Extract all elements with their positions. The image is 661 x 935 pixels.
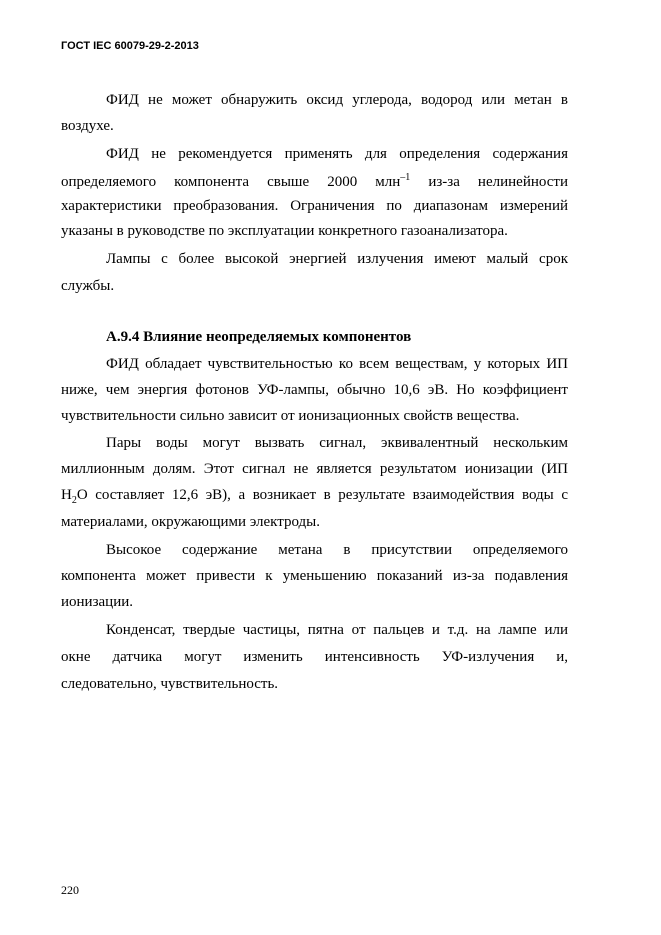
document-header: ГОСТ IEC 60079-29-2-2013 (61, 40, 199, 52)
text-line: ФИД не рекомендуется применять для определения содержания (106, 146, 568, 162)
text-span: определяемого компонента свыше 2000 млн (61, 174, 401, 190)
text-span: O составляет 12,6 эВ), а возникает в результате взаимодействия воды с (76, 487, 568, 503)
text-line: Высокое содержание метана в присутствии определяемого (106, 542, 568, 558)
text-line: службы. (61, 278, 115, 294)
page-number: 220 (61, 883, 79, 897)
text-span: H (61, 487, 72, 503)
text-line: характеристики преобразования. Ограничения по диапазонам измерений (61, 198, 568, 214)
text-line-with-superscript (61, 172, 568, 191)
text-line: ионизации. (61, 594, 133, 610)
text-line: окне датчика могут изменить интенсивность УФ-излучения и, (61, 649, 568, 665)
text-line: чувствительности сильно зависит от ионизационных свойств вещества. (61, 408, 520, 424)
text-line: Лампы с более высокой энергией излучения имеют малый срок (106, 251, 568, 267)
text-line-with-subscript (61, 487, 568, 506)
text-line: ФИД обладает чувствительностью ко всем веществам, у которых ИП (106, 356, 568, 372)
text-line: материалами, окружающими электроды. (61, 514, 320, 530)
text-line: миллионным долям. Этот сигнал не является результатом ионизации (ИП (61, 461, 568, 477)
text-line: Пары воды могут вызвать сигнал, эквивалентный нескольким (106, 435, 568, 451)
text-line: следовательно, чувствительность. (61, 676, 279, 692)
superscript: –1 (400, 172, 411, 183)
text-line: воздухе. (61, 118, 114, 134)
text-line: ниже, чем энергия фотонов УФ-лампы, обычно 10,6 эВ. Но коэффициент (61, 382, 568, 398)
text-span: из-за нелинейности (410, 174, 568, 190)
text-line: указаны в руководстве по эксплуатации конкретного газоанализатора. (61, 223, 508, 239)
text-line: Конденсат, твердые частицы, пятна от пальцев и т.д. на лампе или (106, 622, 568, 638)
text-line: компонента может привести к уменьшению показаний из-за подавления (61, 568, 568, 584)
section-heading: А.9.4 Влияние неопределяемых компонентов (106, 329, 412, 345)
text-line: ФИД не может обнаружить оксид углерода, водород или метан в (106, 92, 568, 108)
subscript: 2 (71, 495, 77, 506)
